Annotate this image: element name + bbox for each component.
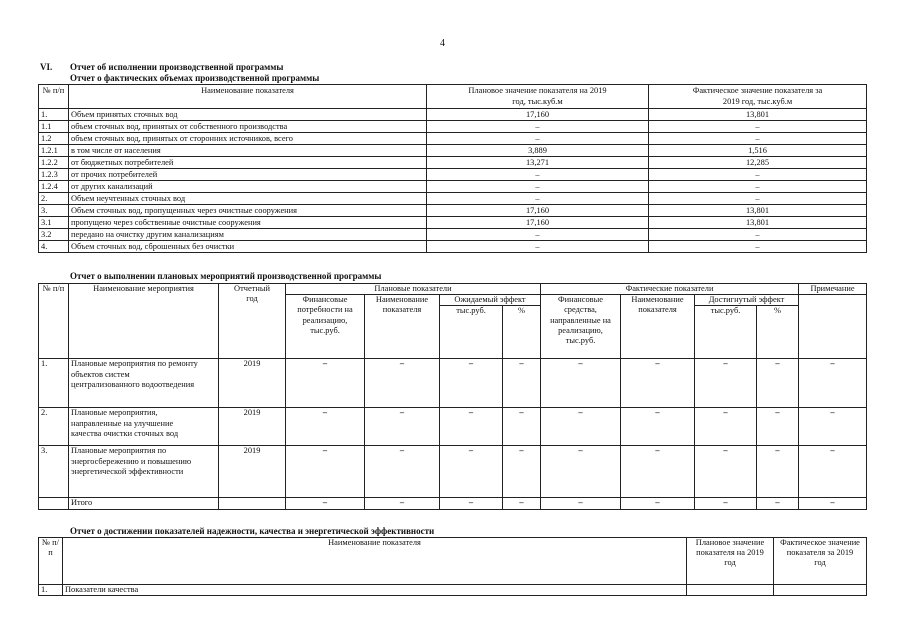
cell-plan: – (427, 193, 649, 205)
cell-num: 4. (39, 241, 69, 253)
header-fact: Фактическое значение показателя за 2019 год, тыс.куб.м (649, 85, 867, 109)
cell-dash: – (757, 498, 799, 509)
cell-num: 1.2 (39, 133, 69, 145)
table-row (39, 241, 867, 253)
table-row (39, 169, 867, 181)
header-year: Отчетный год (219, 284, 286, 359)
cell-dash: – (503, 359, 541, 408)
cell-num: 1. (39, 109, 69, 121)
header-planned: Плановые показатели (286, 284, 541, 295)
cell-plan: – (427, 181, 649, 193)
cell-plan: 3,889 (427, 145, 649, 157)
cell-num: 3.2 (39, 229, 69, 241)
table-row (39, 121, 867, 133)
volumes-table (38, 84, 867, 253)
cell-fact: – (649, 133, 867, 145)
cell-fact: 13,801 (649, 217, 867, 229)
header-fact-rub: тыс.руб. (695, 306, 757, 359)
cell-num: 2. (39, 408, 69, 446)
cell-plan: 17,160 (427, 205, 649, 217)
cell-name: Плановые мероприятия по ремонту объектов систем централизованного водоотведения (69, 359, 219, 408)
header-fact-pct: % (757, 306, 799, 359)
cell-dash: – (365, 359, 440, 408)
cell-fact: 13,801 (649, 205, 867, 217)
cell-dash: – (503, 446, 541, 498)
cell-dash: – (440, 408, 503, 446)
section-number: VI. (40, 62, 53, 72)
table3-title: Отчет о достижении показателей надежности, качества и энергетической эффективности (70, 526, 435, 536)
cell-dash: – (621, 498, 695, 509)
cell-fact: 1,516 (649, 145, 867, 157)
cell-num: 1. (39, 359, 69, 408)
cell-dash: – (440, 446, 503, 498)
cell-dash: – (365, 446, 440, 498)
cell-fact (774, 585, 867, 596)
cell-plan: 17,160 (427, 109, 649, 121)
cell-name: передано на очистку другим канализациям (69, 229, 427, 241)
cell-num (39, 498, 69, 509)
cell-num: 1. (39, 585, 63, 596)
header-name: Наименование показателя (69, 85, 427, 109)
cell-dash: – (621, 408, 695, 446)
header-plan: Плановое значение показателя на 2019 год (687, 538, 774, 585)
total-row (39, 498, 867, 509)
table-row (39, 109, 867, 121)
table-row (39, 181, 867, 193)
cell-year: 2019 (219, 408, 286, 446)
header-plan-rub: тыс.руб. (440, 306, 503, 359)
cell-fact: – (649, 181, 867, 193)
table-header-row (39, 538, 867, 585)
cell-num: 1.2.1 (39, 145, 69, 157)
cell-fact: – (649, 229, 867, 241)
cell-name: объем сточных вод, принятых от сторонних источников, всего (69, 133, 427, 145)
cell-dash: – (541, 408, 621, 446)
header-ind-fact: Наименование показателя (621, 295, 695, 359)
cell-dash: – (365, 408, 440, 446)
cell-dash: – (695, 408, 757, 446)
header-plan-pct: % (503, 306, 541, 359)
cell-plan: 17,160 (427, 217, 649, 229)
header-num: № п/п (39, 538, 63, 585)
table-row (39, 446, 867, 498)
cell-dash: – (799, 359, 867, 408)
cell-num: 3. (39, 205, 69, 217)
cell-dash: – (757, 359, 799, 408)
cell-plan: – (427, 229, 649, 241)
header-num: № п/п (39, 284, 69, 359)
cell-plan: – (427, 121, 649, 133)
cell-name: Объем сточных вод, сброшенных без очистки (69, 241, 427, 253)
cell-dash: – (799, 498, 867, 509)
cell-total-label: Итого (69, 498, 219, 509)
cell-dash: – (286, 498, 365, 509)
cell-num: 3.1 (39, 217, 69, 229)
cell-name: объем сточных вод, принятых от собственного производства (69, 121, 427, 133)
header-num: № п/п (39, 85, 69, 109)
quality-table (38, 537, 867, 596)
header-name: Наименование показателя (63, 538, 687, 585)
cell-dash: – (541, 359, 621, 408)
table-row (39, 193, 867, 205)
cell-dash: – (757, 408, 799, 446)
cell-dash: – (286, 408, 365, 446)
cell-name: Плановые мероприятия по энергосбережению и повышению энергетической эффективности (69, 446, 219, 498)
cell-dash: – (695, 359, 757, 408)
cell-fact: – (649, 121, 867, 133)
cell-name: Показатели качества (63, 585, 687, 596)
cell-year: 2019 (219, 446, 286, 498)
table-row (39, 585, 867, 596)
cell-plan: 13,271 (427, 157, 649, 169)
cell-plan: – (427, 169, 649, 181)
cell-dash: – (541, 446, 621, 498)
cell-dash: – (621, 359, 695, 408)
cell-dash: – (440, 498, 503, 509)
cell-name: пропущено через собственные очистные сооружения (69, 217, 427, 229)
table-header-row (39, 284, 867, 295)
table-row (39, 205, 867, 217)
cell-plan (687, 585, 774, 596)
cell-dash: – (541, 498, 621, 509)
table1-title: Отчет о фактических объемах производственной программы (70, 73, 320, 83)
cell-dash: – (440, 359, 503, 408)
table-row (39, 359, 867, 408)
table-row (39, 229, 867, 241)
cell-dash: – (799, 446, 867, 498)
header-effect-plan: Ожидаемый эффект (440, 295, 541, 306)
table-row (39, 217, 867, 229)
cell-num: 1.2.4 (39, 181, 69, 193)
header-fin-fact: Финансовые средства, направленные на реализацию, тыс.руб. (541, 295, 621, 359)
cell-num: 3. (39, 446, 69, 498)
header-effect-fact: Достигнутый эффект (695, 295, 799, 306)
cell-name: Плановые мероприятия, направленные на улучшение качества очистки сточных вод (69, 408, 219, 446)
table2-title: Отчет о выполнении плановых мероприятий производственной программы (70, 271, 382, 281)
table-row (39, 133, 867, 145)
cell-dash: – (286, 446, 365, 498)
header-plan: Плановое значение показателя на 2019 год, тыс.куб.м (427, 85, 649, 109)
cell-num: 1.1 (39, 121, 69, 133)
header-fin-plan: Финансовые потребности на реализацию, тыс.руб. (286, 295, 365, 359)
cell-dash: – (757, 446, 799, 498)
cell-dash: – (799, 408, 867, 446)
cell-name: от прочих потребителей (69, 169, 427, 181)
cell-name: от других канализаций (69, 181, 427, 193)
cell-fact: 13,801 (649, 109, 867, 121)
measures-table (38, 283, 867, 510)
cell-dash: – (503, 408, 541, 446)
cell-year (219, 498, 286, 509)
section-title: Отчет об исполнении производственной программы (70, 62, 284, 72)
cell-fact: – (649, 241, 867, 253)
cell-num: 1.2.3 (39, 169, 69, 181)
cell-plan: – (427, 133, 649, 145)
cell-name: Объем сточных вод, пропущенных через очистные сооружения (69, 205, 427, 217)
header-note: Примечание (799, 284, 867, 295)
header-actual: Фактические показатели (541, 284, 799, 295)
cell-name: Объем неучтенных сточных вод (69, 193, 427, 205)
table-row (39, 145, 867, 157)
cell-plan: – (427, 241, 649, 253)
header-fact: Фактическое значение показателя за 2019 год (774, 538, 867, 585)
cell-num: 1.2.2 (39, 157, 69, 169)
header-name: Наименование мероприятия (69, 284, 219, 359)
cell-dash: – (286, 359, 365, 408)
cell-fact: 12,285 (649, 157, 867, 169)
cell-name: в том числе от населения (69, 145, 427, 157)
table-row (39, 157, 867, 169)
cell-fact: – (649, 193, 867, 205)
table-row (39, 408, 867, 446)
cell-dash: – (621, 446, 695, 498)
cell-num: 2. (39, 193, 69, 205)
cell-dash: – (695, 498, 757, 509)
header-note-empty (799, 295, 867, 359)
cell-fact: – (649, 169, 867, 181)
cell-dash: – (365, 498, 440, 509)
cell-year: 2019 (219, 359, 286, 408)
header-ind-plan: Наименование показателя (365, 295, 440, 359)
table-header-row (39, 85, 867, 109)
cell-name: Объем принятых сточных вод (69, 109, 427, 121)
cell-dash: – (503, 498, 541, 509)
cell-dash: – (695, 446, 757, 498)
page-number: 4 (440, 38, 445, 49)
cell-name: от бюджетных потребителей (69, 157, 427, 169)
